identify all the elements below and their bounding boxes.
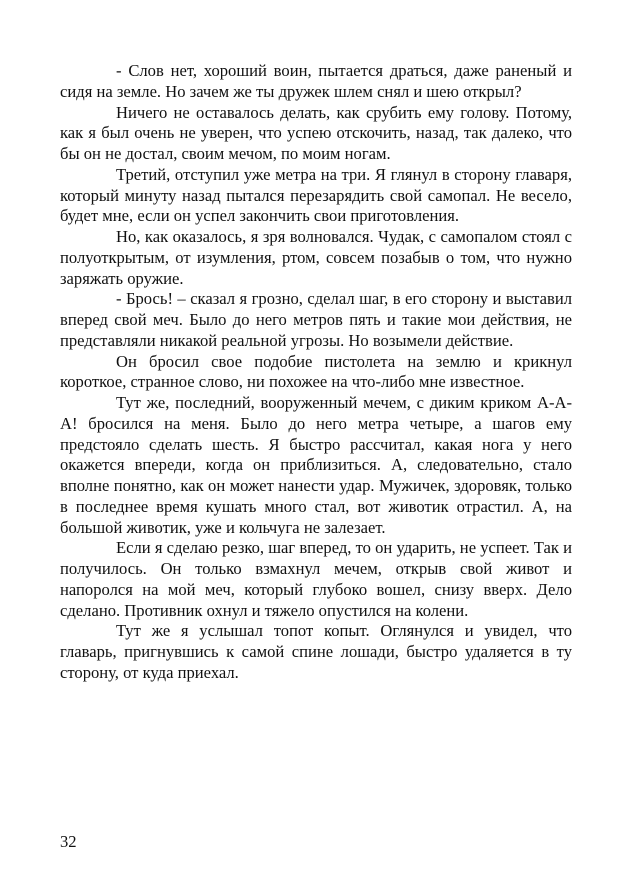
- paragraph: Он бросил свое подобие пистолета на землю и крикнул короткое, странное слово, ни похожее на что-либо мне известное.: [60, 351, 572, 392]
- page-number: 32: [60, 832, 77, 851]
- page-text: [60, 61, 572, 684]
- paragraph: Тут же, последний, вооруженный мечем, с диким криком А-А-А! бросился на меня. Было до него метра четыре, а шагов ему предстояло сделать шесть. Я быстро рассчитал, какая нога у него окажется впереди, когда он приблизиться. А, следовательно, стало вполне понятно, как он может нанести удар. Мужичек, здоровяк, только в последнее время кушать много стал, вот животик отрастил. А, на большой животик, уже и кольчуга не залезает.: [60, 393, 572, 537]
- paragraph: Третий, отступил уже метра на три. Я глянул в сторону главаря, который минуту назад пытался перезарядить свой самопал. Не весело, будет мне, если он успел закончить свои приготовления.: [60, 164, 572, 226]
- paragraph: Но, как оказалось, я зря волновался. Чудак, с самопалом стоял с полуоткрытым, от изумления, ртом, совсем позабыв о том, что нужно заряжать оружие.: [60, 227, 572, 288]
- paragraph: Если я сделаю резко, шаг вперед, то он ударить, не успеет. Так и получилось. Он только взмахнул мечем, открыв свой живот и напоролся на мой меч, который глубоко вошел, снизу вверх. Дело сделано. Противник охнул и тяжело опустился на колени.: [60, 538, 572, 620]
- paragraph: Ничего не оставалось делать, как срубить ему голову. Потому, как я был очень не уверен, что успею отскочить, назад, так далеко, что бы он не достал, своим мечом, по моим ногам.: [60, 102, 572, 163]
- paragraph: - Слов нет, хороший воин, пытается драться, даже раненый и сидя на земле. Но зачем же ты дружек шлем снял и шею открыл?: [60, 61, 572, 101]
- paragraph: - Брось! – сказал я грозно, сделал шаг, в его сторону и выставил вперед свой меч. Было до него метров пять и такие мои действия, не представляли никакой реальной угрозы. Но возымели действие.: [60, 289, 572, 350]
- paragraph: Тут же я услышал топот копыт. Оглянулся и увидел, что главарь, пригнувшись к самой спине лошади, быстро удаляется в ту сторону, от куда приехал.: [60, 621, 572, 682]
